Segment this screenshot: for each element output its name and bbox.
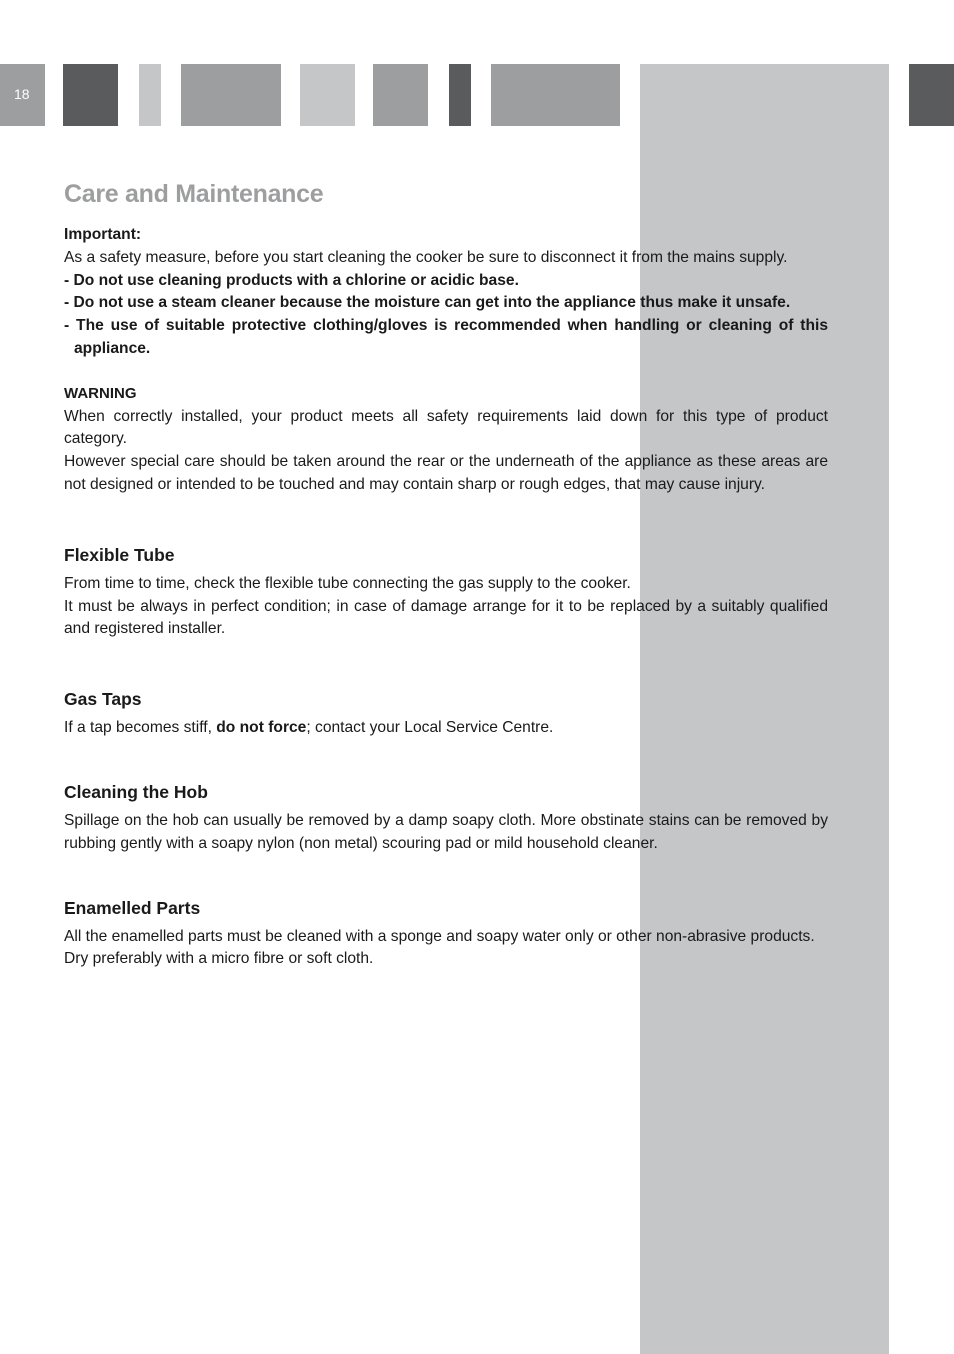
gas-taps-text-end: ; contact your Local Service Centre. bbox=[306, 719, 554, 737]
page-title: Care and Maintenance bbox=[64, 180, 324, 208]
gas-taps-text: If a tap becomes stiff, bbox=[64, 719, 217, 737]
important-item: - The use of suitable protective clothing/gloves is recommended when handling or cleaning of this appliance. bbox=[64, 317, 828, 357]
cleaning-hob-paragraph: Spillage on the hob can usually be removed by a damp soapy cloth. More obstinate stains can be removed by rubbing gently with a soapy nylon (non metal) scouring pad or mild household cleaner. bbox=[64, 811, 828, 852]
header-bar-4 bbox=[300, 64, 355, 126]
page-number: 18 bbox=[14, 86, 30, 102]
warning-label: WARNING bbox=[64, 384, 137, 402]
flexible-tube-heading: Flexible Tube bbox=[64, 544, 175, 565]
flexible-tube-paragraph-2: It must be always in perfect condition; in case of damage arrange for it to be replaced by a suitably qualified and registered installer. bbox=[64, 597, 828, 638]
enamelled-parts-heading: Enamelled Parts bbox=[64, 897, 201, 918]
header-bar-1 bbox=[63, 64, 118, 126]
header-bar-6 bbox=[449, 64, 471, 126]
header-bar-5 bbox=[373, 64, 428, 126]
page-content bbox=[64, 178, 828, 971]
header-bar-7 bbox=[491, 64, 620, 126]
warning-paragraph-2: However special care should be taken around the rear or the underneath of the appliance as these areas are not designed or intended to be touched and may contain sharp or rough edges, that may cause injury. bbox=[64, 453, 828, 493]
header-bar-2 bbox=[139, 64, 161, 126]
gas-taps-paragraph bbox=[64, 717, 828, 740]
enamelled-parts-paragraph-1: All the enamelled parts must be cleaned with a sponge and soapy water only or other non-abrasive products. bbox=[64, 927, 815, 945]
warning-paragraph-1: When correctly installed, your product meets all safety requirements laid down for this type of product category. bbox=[64, 407, 828, 448]
important-item: - Do not use cleaning products with a chlorine or acidic base. bbox=[64, 271, 519, 289]
flexible-tube-paragraph-1: From time to time, check the flexible tube connecting the gas supply to the cooker. bbox=[64, 574, 631, 592]
gas-taps-bold: do not force bbox=[216, 719, 307, 737]
important-intro: As a safety measure, before you start cleaning the cooker be sure to disconnect it from the mains supply. bbox=[64, 248, 788, 266]
cleaning-hob-heading: Cleaning the Hob bbox=[64, 781, 208, 802]
header-bar-3 bbox=[181, 64, 281, 126]
header-bar-8 bbox=[909, 64, 954, 126]
enamelled-parts-paragraph-2: Dry preferably with a micro fibre or soft cloth. bbox=[64, 950, 374, 968]
important-label: Important: bbox=[64, 226, 142, 243]
gas-taps-heading: Gas Taps bbox=[64, 689, 142, 710]
important-item: - Do not use a steam cleaner because the moisture can get into the appliance thus make it unsafe. bbox=[64, 294, 791, 312]
